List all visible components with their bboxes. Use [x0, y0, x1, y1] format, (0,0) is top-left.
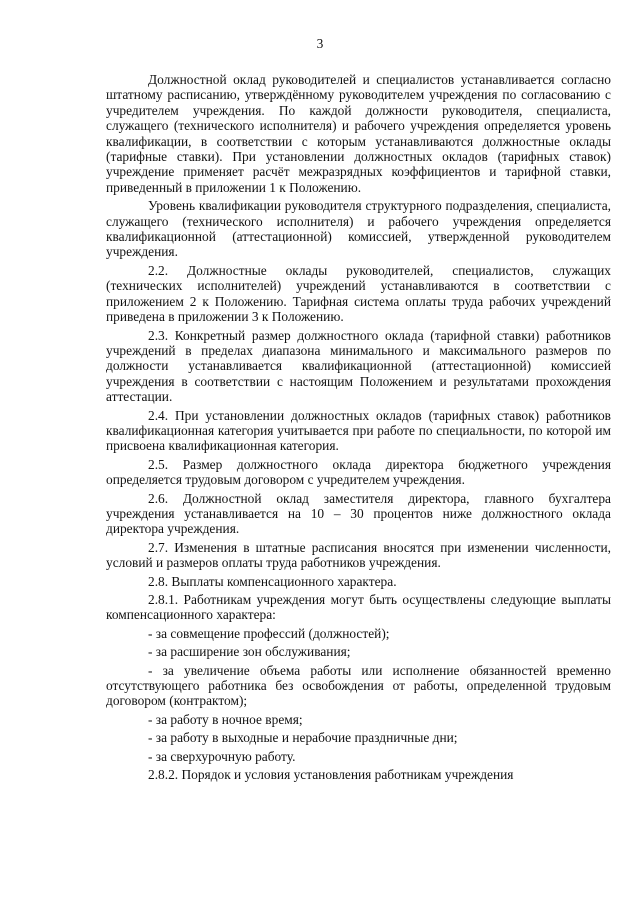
- paragraph-2-8: 2.8. Выплаты компенсационного характера.: [148, 573, 397, 589]
- paragraph-base-salary: Должностной оклад руководителей и специалистов устанавливается согласно штатному расписанию, утверждённому руководителем учреждения по согласованию с учредителем учреждения. По каждой должности руководителя, специалиста, служащего (технического исполнителя) и рабочего учреждения определяется уровень квалификации, в соответствии с которым устанавливаются должностные оклады (тарифные ставки). При установлении должностных окладов (тарифных ставок) учреждение применяет расчёт межразрядных коэффициентов и тарифной ставки, приведенный в приложении 1 к Положению.: [106, 72, 611, 195]
- paragraph-2-2: 2.2. Должностные оклады руководителей, специалистов, служащих (технических исполнителей) учреждений устанавливаются в соответствии с приложением 2 к Положению. Тарифная система оплаты труда рабочих учреждений приведена в приложении 3 к Положению.: [106, 262, 611, 325]
- paragraph-2-5: 2.5. Размер должностного оклада директора бюджетного учреждения определяется трудовым договором с учредителем учреждения.: [106, 456, 611, 488]
- paragraph-2-4: 2.4. При установлении должностных окладов (тарифных ставок) работников квалификационная категория учитывается при работе по специальности, по которой им присвоена квалификационная категория.: [106, 407, 611, 454]
- document-body: [106, 72, 611, 782]
- paragraph-2-8-1: 2.8.1. Работникам учреждения могут быть осуществлены следующие выплаты компенсационного характера:: [106, 592, 611, 623]
- page-number: 3: [316, 36, 324, 51]
- list-item: - за совмещение профессий (должностей);: [148, 625, 390, 641]
- paragraph-2-7: 2.7. Изменения в штатные расписания вносятся при изменении численности, условий и размеров оплаты труда работников учреждения.: [106, 539, 611, 571]
- list-item: - за работу в выходные и нерабочие праздничные дни;: [148, 730, 458, 746]
- list-item: - за работу в ночное время;: [148, 711, 303, 727]
- list-item: - за увеличение объема работы или исполнение обязанностей временно отсутствующего работника без освобождения от работы, определенной трудовым договором (контрактом);: [106, 662, 611, 709]
- paragraph-2-8-2: 2.8.2. Порядок и условия установления работникам учреждения: [148, 767, 514, 783]
- list-item: - за расширение зон обслуживания;: [148, 644, 351, 660]
- paragraph-qualification-level: Уровень квалификации руководителя структурного подразделения, специалиста, служащего (технического исполнителя) и рабочего учреждения определяется квалификационной (аттестационной) комиссией, утвержденной руководителем учреждения.: [106, 198, 611, 260]
- paragraph-2-6: 2.6. Должностной оклад заместителя директора, главного бухгалтера учреждения устанавливается на 10 – 30 процентов ниже должностного оклада директора учреждения.: [106, 490, 611, 537]
- paragraph-2-3: 2.3. Конкретный размер должностного оклада (тарифной ставки) работников учреждений в пределах диапазона минимального и максимального размеров по должности устанавливается квалификационной (аттестационной) комиссией учреждения в соответствии с настоящим Положением и результатами прохождения аттестации.: [106, 327, 611, 405]
- list-item: - за сверхурочную работу.: [148, 748, 296, 764]
